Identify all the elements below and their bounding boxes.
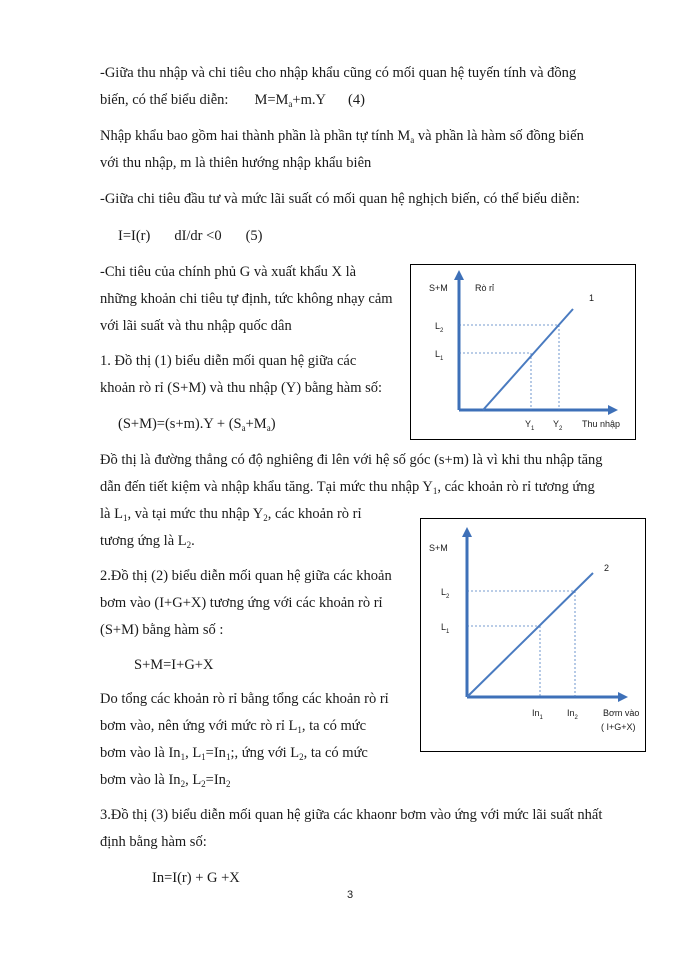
- p9-line1: 3.Đồ thị (3) biểu diễn mối quan hệ giữa các khaonr bơm vào ứng với mức lãi suất nhất: [100, 807, 603, 823]
- fig2-l2-label: $L_2$: [441, 587, 450, 600]
- fig2-in2-label: $In_2$: [567, 708, 578, 721]
- p3-line1: -Giữa chi tiêu đầu tư và mức lãi suất có mối quan hệ nghịch biến, có thể biểu diễn:: [100, 191, 580, 207]
- p8-line4: bơm vào là $In_2$, $L_2=In_2$: [100, 772, 231, 789]
- fig1-line-label: 1: [589, 293, 595, 303]
- p8-line2: bơm vào, nên ứng với mức rò rỉ $L_1$, ta có mức: [100, 718, 367, 735]
- fig2-y-arrow-icon: [462, 527, 472, 537]
- p7-line2: bơm vào (I+G+X) tương ứng với các khoản rò rỉ: [100, 595, 383, 611]
- eq-injection: S+M=I+G+X: [134, 657, 214, 673]
- p6-line4: tương ứng là $L_2$.: [100, 533, 195, 550]
- p6-line2: dẫn đến tiết kiệm và nhập khẩu tăng. Tại mức thu nhập $Y_1$, các khoản rò rỉ tương ứng: [100, 479, 595, 496]
- p7-line3: (S+M) bằng hàm số :: [100, 622, 224, 638]
- fig1-y-arrow-icon: [454, 270, 464, 280]
- p8-line3: bơm vào là $In_1$, $L_1=In_1$;, ứng với $L_2$, ta có mức: [100, 745, 368, 762]
- fig1-x-label: Thu nhập: [582, 419, 621, 429]
- p6-line1: Đồ thị là đường thẳng có độ nghiêng đi lên với hệ số góc (s+m) là vì khi thu nhập tăng: [100, 452, 603, 468]
- figure-1-diagram: [411, 265, 635, 439]
- p6-line3: là $L_1$, và tại mức thu nhập $Y_2$, các khoản rò rỉ: [100, 506, 362, 523]
- fig2-x-arrow-icon: [618, 692, 628, 702]
- p4-line2: những khoản chi tiêu tự định, tức không nhạy cảm: [100, 291, 393, 307]
- eq-leakage: $(S+M)=(s+m).Y + (S_a+M_a)$: [118, 416, 276, 433]
- fig1-x-arrow-icon: [608, 405, 618, 415]
- fig1-y-label: S+M: [429, 283, 448, 293]
- figure-2: [420, 518, 646, 752]
- figure-2-diagram: [421, 519, 645, 751]
- fig2-in1-label: $In_1$: [532, 708, 543, 721]
- p5-line1: 1. Đồ thị (1) biểu diễn mối quan hệ giữa các: [100, 353, 357, 369]
- fig1-y-title: Rò rỉ: [475, 283, 495, 293]
- fig2-line-label: 2: [604, 563, 610, 573]
- fig1-y2-label: $Y_2$: [553, 419, 563, 432]
- p2-line2: với thu nhập, m là thiên hướng nhập khẩu biên: [100, 155, 372, 171]
- eq5: I=I(r) dI/dr <0 (5): [118, 228, 263, 244]
- fig2-l1-label: $L_1$: [441, 622, 450, 635]
- p8-line1: Do tổng các khoản rò rỉ bằng tổng các khoản rò rỉ: [100, 691, 389, 707]
- fig2-y-label: S+M: [429, 543, 448, 553]
- p4-line3: với lãi suất và thu nhập quốc dân: [100, 318, 292, 334]
- fig2-x-label-1: Bơm vào: [603, 708, 640, 718]
- p7-line1: 2.Đồ thị (2) biểu diễn mối quan hệ giữa các khoản: [100, 568, 392, 584]
- p4-line1: -Chi tiêu của chính phủ G và xuất khẩu X là: [100, 264, 357, 280]
- fig2-x-label-2: ( I+G+X): [601, 722, 636, 732]
- page-number: 3: [346, 889, 354, 901]
- p1-line2: biến, có thể biểu diễn: $M=M_a+m.Y$ (4): [100, 92, 365, 109]
- fig2-equilibrium-line: [467, 573, 593, 697]
- eq4: $M=M_a+m.Y$: [254, 92, 326, 109]
- fig1-l2-label: $L_2$: [435, 321, 444, 334]
- eq-injection-function: In=I(r) + G +X: [152, 870, 240, 886]
- p9-line2: định bằng hàm số:: [100, 834, 207, 850]
- fig1-l1-label: $L_1$: [435, 349, 444, 362]
- fig1-leakage-line: [483, 309, 573, 410]
- figure-1: [410, 264, 636, 440]
- fig1-y1-label: $Y_1$: [525, 419, 535, 432]
- p2-line1: Nhập khẩu bao gồm hai thành phần là phần tự tính $M_a$ và phần là hàm số đồng biến: [100, 128, 584, 145]
- p5-line2: khoản rò rỉ (S+M) và thu nhập (Y) bằng hàm số:: [100, 380, 383, 396]
- p1-line1: -Giữa thu nhập và chi tiêu cho nhập khẩu cũng có mối quan hệ tuyến tính và đồng: [100, 65, 577, 81]
